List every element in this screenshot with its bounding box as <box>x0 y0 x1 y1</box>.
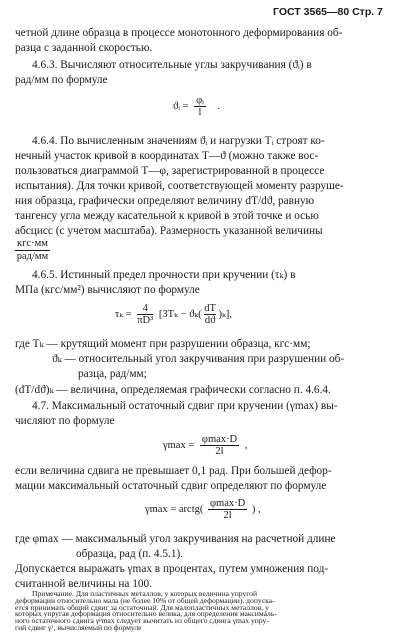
formula-tail: , <box>244 439 248 451</box>
fraction <box>194 95 206 118</box>
fraction-denominator: πD³ <box>137 315 154 326</box>
unit-fraction <box>15 238 50 263</box>
text-line: ния образца, графически определяют величину dT/dϑ, равную <box>15 195 315 207</box>
formula-body: [3Tₖ − ϑₖ( <box>158 308 202 320</box>
where-text: — величина, определяемая графически согласно п. 4.6.4. <box>56 384 331 396</box>
derivative-fraction <box>204 303 216 326</box>
formula-lhs: τₖ = <box>115 308 132 320</box>
where-line <box>15 337 311 351</box>
formula-tau <box>115 303 232 326</box>
where-symbol: ϑₖ <box>52 353 62 365</box>
text-line: 4.6.4. По вычисленным значениям ϑᵢ и нагрузки Tᵢ строят ко- <box>32 135 325 147</box>
formula-close: )ₖ], <box>218 308 232 320</box>
fraction <box>137 303 153 326</box>
note-line: Примечание. Для пластичных металлов, у которых величина упругой <box>32 589 258 598</box>
fraction-numerator: φmax·D <box>210 498 246 509</box>
where-line: разца, рад/мм; <box>78 368 147 380</box>
fraction-numerator: φᵢ <box>196 95 204 106</box>
formula-lhs: γmax = arctg( <box>145 503 204 515</box>
note-line: ного остаточного сдвига γᵖmax следует вычитать из общего сдвига γmax упру- <box>15 616 269 626</box>
text-line: числяют по формуле <box>15 415 115 427</box>
text-line: 4.6.3. Вычисляют относительные углы закручивания (ϑᵢ) в <box>32 59 312 71</box>
formula-gamma <box>163 434 247 457</box>
where-line <box>15 383 331 397</box>
text-line: образца, рад (п. 4.5.1). <box>76 548 184 560</box>
note-line: ется принимать общий сдвиг за остаточный. Для малопластичных металлов, у <box>15 602 269 612</box>
fraction-numerator: 4 <box>137 303 153 315</box>
derivative-numerator: dT <box>204 303 216 314</box>
text-line: нечный участок кривой в координатах T—ϑ (можно также вос- <box>15 150 319 162</box>
text-line: тангенсу угла между касательной к кривой в этой точке и осью <box>15 210 319 222</box>
note-line: деформации относительно мала (не более 10% от общей деформации), допуска- <box>15 595 275 605</box>
formula-tail: ) , <box>251 503 261 515</box>
text-line: четной длине образца в процессе монотонного деформирования об- <box>15 27 343 39</box>
text-line: абсцисс (с учетом масштаба). Размерность указанной величины <box>15 225 323 237</box>
fraction-denominator: 2l <box>223 510 232 521</box>
text-line: 4.6.5. Истинный предел прочности при кручении (τₖ) в <box>32 269 296 281</box>
fraction-numerator: φmax·D <box>201 434 238 445</box>
unit-numerator: кгс·мм <box>17 238 48 249</box>
text-line: испытания). Для точки кривой, соответствующей моменту разруше- <box>15 180 344 192</box>
derivative-denominator: dϑ <box>204 315 216 326</box>
text-line: 4.7. Максимальный остаточный сдвиг при кручении (γmax) вы- <box>32 400 338 412</box>
text-line: пользоваться диаграммой T—φ, зарегистрированной в процессе <box>15 165 325 177</box>
page-header: ГОСТ 3565—80 Стр. 7 <box>273 6 383 18</box>
where-symbol: (dT/dϑ)ₖ <box>15 384 54 396</box>
formula-lhs: γmax = <box>163 439 195 451</box>
unit-denominator: рад/мм <box>16 251 49 262</box>
note-line: которых упругая деформация относительно велика, для определения максималь- <box>15 609 277 619</box>
where-symbol: где Tₖ <box>15 338 44 350</box>
where-line <box>52 352 344 366</box>
where-text: — крутящий момент при разрушении образца, кгс·мм; <box>46 338 311 350</box>
fraction <box>208 498 247 521</box>
where-text: — относительный угол закручивания при разрушении об- <box>64 353 345 365</box>
text-line: где φmax — максимальный угол закручивания на расчетной длине <box>15 533 336 545</box>
formula-lhs: ϑᵢ = <box>173 100 189 112</box>
fraction <box>200 434 239 457</box>
text-line: если величина сдвига не превышает 0,1 рад. При большей дефор- <box>15 465 332 477</box>
formula-tail: . <box>217 100 221 112</box>
fraction-denominator: l <box>198 107 202 118</box>
text-line: мации максимальный остаточный сдвиг определяют по формуле <box>15 480 327 492</box>
formula-theta <box>173 95 220 118</box>
fraction-denominator: 2l <box>215 446 224 457</box>
text-line: Допускается выражать γmax в процентах, путем умножения под- <box>15 563 329 575</box>
note-line: гий сдвиг γʸ, вычисляемый по формуле <box>15 623 142 632</box>
text-line: МПа (кгс/мм²) вычисляют по формуле <box>15 284 200 296</box>
text-line: разца с заданной скоростью. <box>15 42 153 54</box>
formula-gamma-arctg <box>145 498 261 521</box>
text-line: рад/мм по формуле <box>15 74 108 86</box>
text-line: считанной величины на 100. <box>15 578 153 590</box>
